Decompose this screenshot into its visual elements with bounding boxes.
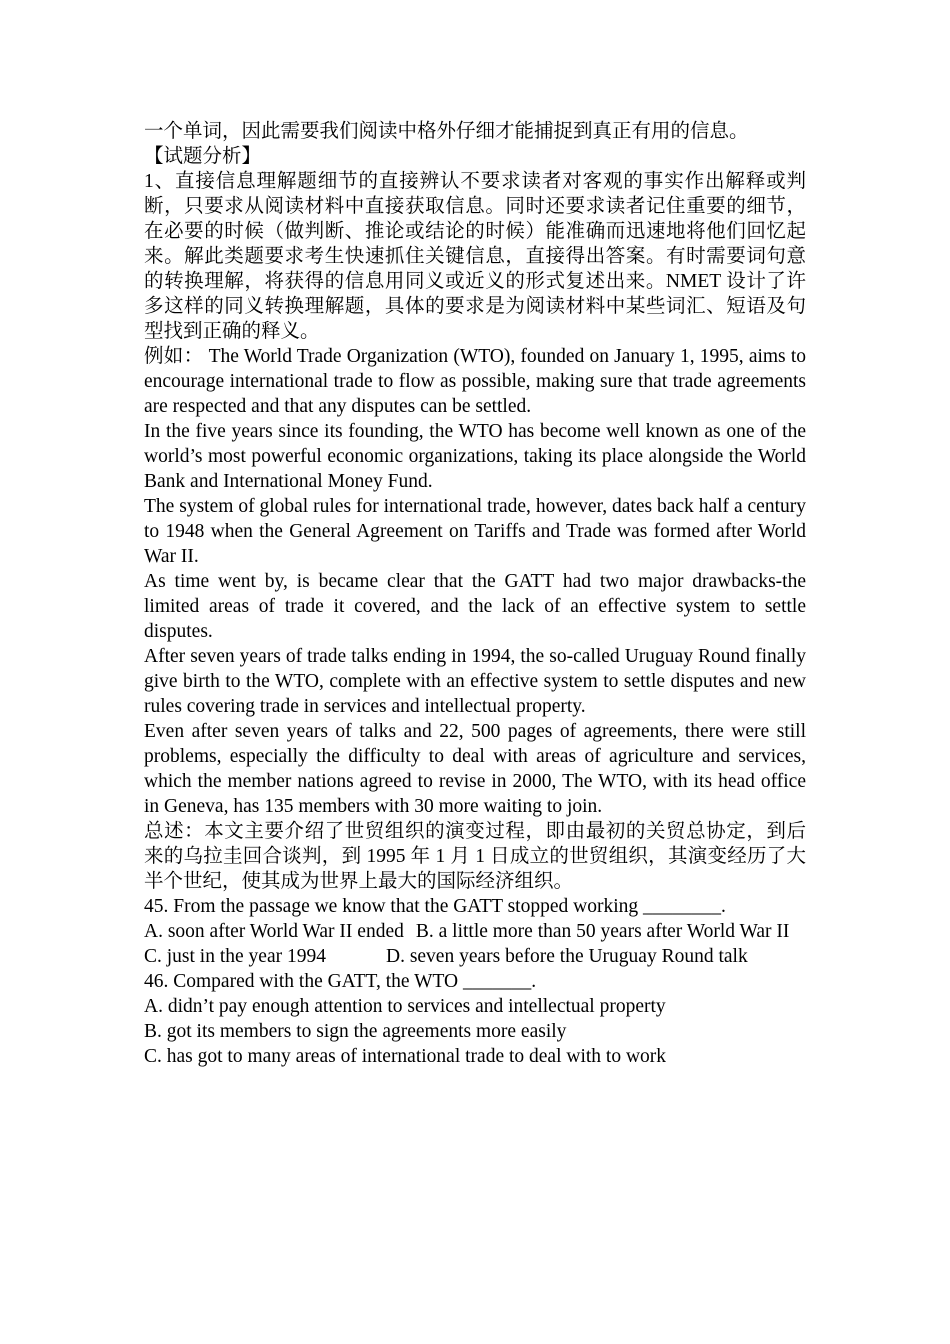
question-46-stem: 46. Compared with the GATT, the WTO _______. bbox=[144, 971, 537, 992]
paragraph-example-1: 例如： The World Trade Organization (WTO), founded on January 1, 1995, aims to encourage international trade to flow as possible, making sure that trade agreements are respected and that any disputes can be settled. bbox=[144, 346, 806, 417]
paragraph-example-6: Even after seven years of talks and 22, 500 pages of agreements, there were still problems, especially the difficulty to deal with areas of agriculture and services, which the member nations agreed to revise in 2000, The WTO, with its head office in Geneva, has 135 members with 30 more waiting to join. bbox=[144, 721, 806, 817]
paragraph-example-3: The system of global rules for international trade, however, dates back half a century to 1948 when the General Agreement on Tariffs and Trade was formed after World War II. bbox=[144, 496, 806, 567]
paragraph-analysis: 1、直接信息理解题细节的直接辨认不要求读者对客观的事实作出解释或判断，只要求从阅读材料中直接获取信息。同时还要求读者记住重要的细节，在必要的时候（做判断、推论或结论的时候）能准确而迅速地将他们回忆起来。解此类题要求考生快速抓住关键信息，直接得出答案。有时需要词句意的转换理解，将获得的信息用同义或近义的形式复述出来。NMET 设计了许多这样的同义转换理解题，具体的要求是为阅读材料中某些词汇、短语及句型找到正确的释义。 bbox=[144, 171, 806, 342]
question-45-options-ab bbox=[144, 919, 806, 944]
question-45-option-b: B. a little more than 50 years after World War II bbox=[415, 921, 790, 942]
document-page bbox=[144, 119, 806, 1069]
section-heading: 【试题分析】 bbox=[144, 146, 262, 167]
paragraph-example-5: After seven years of trade talks ending in 1994, the so-called Uruguay Round finally give birth to the WTO, complete with an effective system to settle disputes and new rules covering trade in services and intellectual property. bbox=[144, 646, 806, 717]
paragraph-summary: 总述：本文主要介绍了世贸组织的演变过程，即由最初的关贸总协定，到后来的乌拉圭回合谈判，到 1995 年 1 月 1 日成立的世贸组织，其演变经历了大半个世纪，使其成为世界上最大的国际经济组织。 bbox=[144, 821, 806, 892]
paragraph-intro-tail: 一个单词，因此需要我们阅读中格外仔细才能捕捉到真正有用的信息。 bbox=[144, 121, 749, 142]
question-45-options-cd bbox=[144, 944, 806, 969]
question-45-stem: 45. From the passage we know that the GATT stopped working ________. bbox=[144, 896, 726, 917]
question-45-option-d: D. seven years before the Uruguay Round talk bbox=[385, 946, 748, 967]
paragraph-example-4: As time went by, is became clear that the GATT had two major drawbacks-the limited areas of trade it covered, and the lack of an effective system to settle disputes. bbox=[144, 571, 806, 642]
question-46-option-c: C. has got to many areas of international trade to deal with to work bbox=[144, 1046, 667, 1067]
question-46-option-a: A. didn’t pay enough attention to services and intellectual property bbox=[144, 996, 666, 1017]
paragraph-example-2: In the five years since its founding, the WTO has become well known as one of the world’s most powerful economic organizations, taking its place alongside the World Bank and International Money Fund. bbox=[144, 421, 806, 492]
question-45-option-c: C. just in the year 1994 bbox=[144, 946, 326, 967]
question-46-option-b: B. got its members to sign the agreements more easily bbox=[144, 1021, 567, 1042]
question-45-option-a: A. soon after World War II ended bbox=[144, 921, 404, 942]
